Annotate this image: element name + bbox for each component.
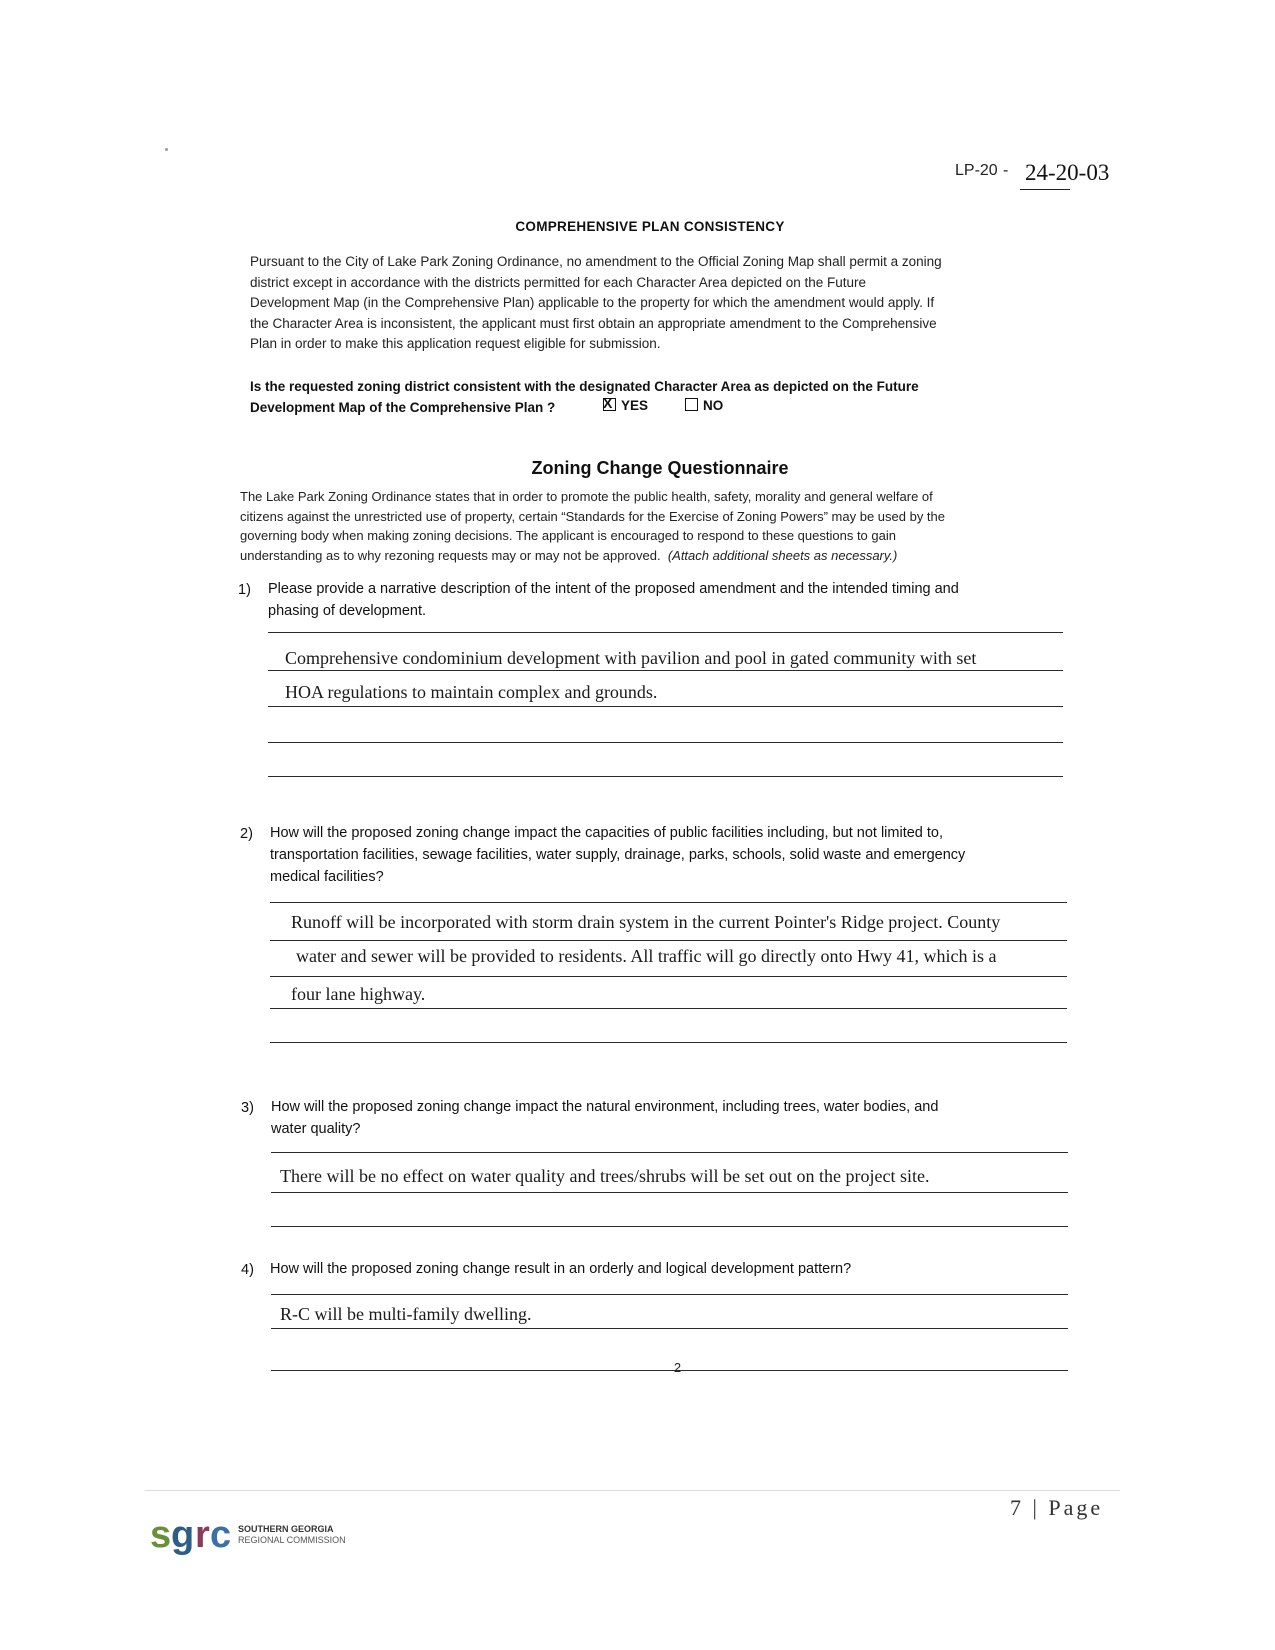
answer-line bbox=[268, 632, 1063, 633]
question-line: transportation facilities, sewage facilities, water supply, drainage, parks, schools, solid waste and emergency bbox=[270, 847, 966, 863]
answer-line bbox=[270, 1008, 1067, 1009]
paragraph-line: the Character Area is inconsistent, the applicant must first obtain an appropriate amendment to the Comprehensive bbox=[250, 315, 937, 331]
question-2-answer-line-1[interactable]: Runoff will be incorporated with storm drain system in the current Pointer's Ridge project. County bbox=[291, 912, 1001, 932]
answer-line bbox=[268, 670, 1063, 671]
section-title-comprehensive-plan: COMPREHENSIVE PLAN CONSISTENCY bbox=[515, 219, 785, 234]
answer-line bbox=[271, 1226, 1068, 1227]
question-4-number: 4) bbox=[241, 1262, 254, 1278]
answer-line bbox=[270, 1042, 1067, 1043]
paragraph-line: Development Map (in the Comprehensive Plan) applicable to the property for which the amendment would apply. If bbox=[250, 295, 935, 310]
logo-letter-c: c bbox=[210, 1515, 232, 1556]
question-2-answer-line-2[interactable]: water and sewer will be provided to residents. All traffic will go directly onto Hwy 41, which is a bbox=[296, 946, 997, 966]
section-title-questionnaire: Zoning Change Questionnaire bbox=[531, 458, 789, 478]
logo-line-2: REGIONAL COMMISSION bbox=[238, 1535, 346, 1545]
scan-speck bbox=[165, 148, 168, 151]
question-1-answer-line-1[interactable]: Comprehensive condominium development with pavilion and pool in gated community with set bbox=[285, 648, 977, 668]
answer-line bbox=[268, 706, 1063, 707]
question-line: water quality? bbox=[271, 1121, 361, 1137]
no-option[interactable] bbox=[685, 398, 723, 413]
paragraph-line: district except in accordance with the districts permitted for each Character Area depicted on the Future bbox=[250, 274, 867, 290]
answer-line bbox=[268, 742, 1063, 743]
logo-letter-g: g bbox=[171, 1515, 195, 1556]
yes-checkbox[interactable] bbox=[603, 398, 616, 411]
logo-letter-r: r bbox=[195, 1515, 210, 1556]
questionnaire-intro bbox=[240, 487, 1070, 565]
document-number-underline bbox=[1020, 189, 1070, 190]
question-2-answer-line-3[interactable]: four lane highway. bbox=[291, 984, 426, 1004]
intro-line: citizens against the unrestricted use of property, certain “Standards for the Exercise of Zoning Powers” may be used by the bbox=[240, 508, 946, 524]
answer-line bbox=[271, 1370, 1068, 1371]
question-line: Please provide a narrative description of the intent of the proposed amendment and the intended timing and bbox=[268, 581, 959, 597]
sgrc-logo bbox=[150, 1515, 236, 1560]
answer-line bbox=[271, 1152, 1068, 1153]
no-checkbox[interactable] bbox=[685, 398, 698, 411]
question-4-answer-line-1[interactable]: R-C will be multi-family dwelling. bbox=[280, 1304, 532, 1324]
question-2-text bbox=[270, 822, 1090, 888]
answer-line bbox=[271, 1294, 1068, 1295]
consistency-question-line: Is the requested zoning district consistent with the designated Character Area as depicted on the Future bbox=[250, 379, 919, 394]
page-number: 7 bbox=[1010, 1495, 1024, 1520]
doc-number-dash: - bbox=[1003, 162, 1009, 179]
question-line: How will the proposed zoning change impact the natural environment, including trees, water bodies, and bbox=[271, 1099, 939, 1115]
intro-line: governing body when making zoning decisions. The applicant is encouraged to respond to these questions to gain bbox=[240, 528, 896, 543]
question-3-number: 3) bbox=[241, 1100, 254, 1116]
logo-wordmark bbox=[238, 1524, 346, 1546]
answer-line bbox=[270, 902, 1067, 903]
paragraph-line: Pursuant to the City of Lake Park Zoning Ordinance, no amendment to the Official Zoning Map shall permit a zoning bbox=[250, 254, 942, 269]
answer-line bbox=[271, 1328, 1068, 1329]
consistency-question-line: Development Map of the Comprehensive Plan ? bbox=[250, 400, 556, 415]
intro-line bbox=[240, 546, 1070, 566]
question-2-number: 2) bbox=[240, 826, 253, 842]
question-3-answer-line-1[interactable]: There will be no effect on water quality and trees/shrubs will be set out on the project site. bbox=[280, 1166, 930, 1186]
yes-option[interactable] bbox=[603, 398, 648, 413]
comprehensive-plan-paragraph bbox=[250, 252, 1050, 355]
question-4-text bbox=[270, 1258, 1085, 1280]
logo-line-1: SOUTHERN GEORGIA bbox=[238, 1524, 334, 1534]
question-1-answer-line-2[interactable]: HOA regulations to maintain complex and grounds. bbox=[285, 682, 658, 702]
yes-label: YES bbox=[621, 398, 649, 413]
answer-line bbox=[270, 940, 1067, 941]
question-line: phasing of development. bbox=[268, 603, 426, 619]
question-1-number: 1) bbox=[238, 582, 251, 598]
answer-line bbox=[271, 1192, 1068, 1193]
answer-line bbox=[268, 776, 1063, 777]
question-1-text bbox=[268, 578, 1083, 622]
paragraph-line: Plan in order to make this application request eligible for submission. bbox=[250, 336, 661, 351]
question-line: How will the proposed zoning change impact the capacities of public facilities including, but not limited to, bbox=[270, 825, 944, 841]
document-id: LP-20 bbox=[955, 162, 998, 179]
logo-letter-s: s bbox=[150, 1515, 172, 1556]
intro-last-line: understanding as to why rezoning requests may or may not be approved. bbox=[240, 547, 661, 563]
document-number: 24-20-03 bbox=[1025, 160, 1110, 185]
intro-line: The Lake Park Zoning Ordinance states that in order to promote the public health, safety, morality and general welfare of bbox=[240, 489, 933, 504]
question-line: How will the proposed zoning change result in an orderly and logical development pattern? bbox=[270, 1261, 852, 1277]
page-separator: | bbox=[1024, 1495, 1049, 1520]
question-line: medical facilities? bbox=[270, 869, 384, 885]
inner-page-number: 2 bbox=[673, 1360, 682, 1375]
no-label: NO bbox=[703, 398, 724, 413]
answer-line bbox=[270, 976, 1067, 977]
page-word: Page bbox=[1048, 1495, 1104, 1520]
footer-divider bbox=[145, 1490, 1120, 1491]
question-3-text bbox=[271, 1096, 1091, 1140]
page-label bbox=[1010, 1495, 1103, 1521]
intro-note: (Attach additional sheets as necessary.) bbox=[667, 547, 898, 563]
